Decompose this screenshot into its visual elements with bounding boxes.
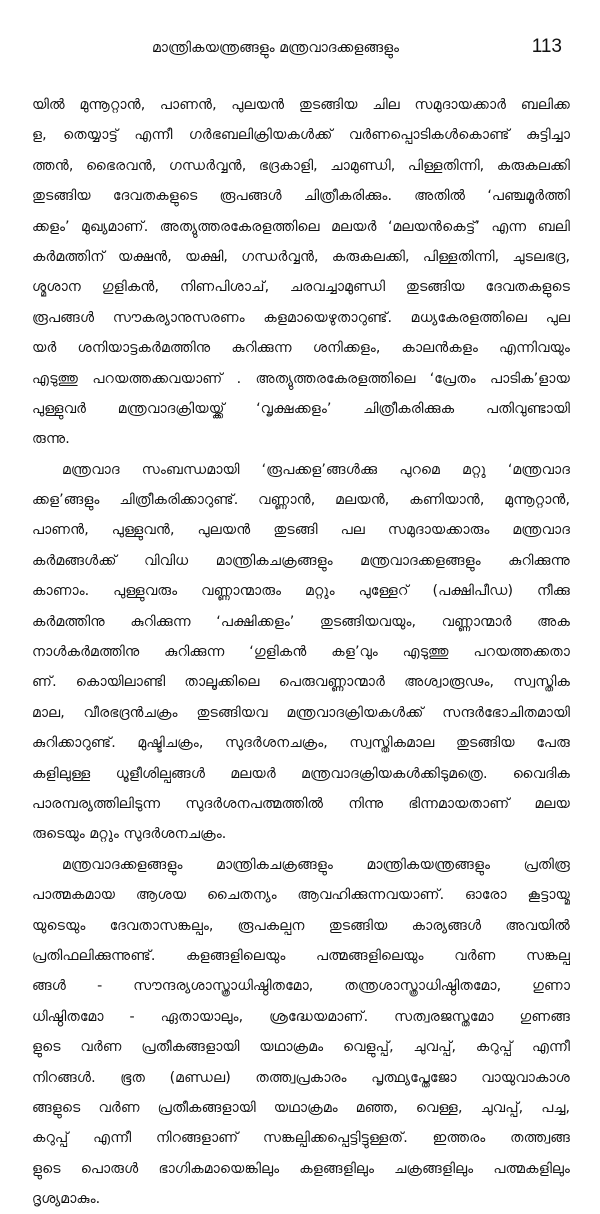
paragraph-1: [32, 90, 570, 455]
paragraph-3: [32, 850, 570, 1214]
text-line: എടുത്തു പറയത്തക്കവയാണ് . അത്യുത്തരകേരളത്തിലെ ‘പ്രേതം പാടിക’ളായ: [32, 370, 570, 387]
text-line: യുടെയും ദേവതാസങ്കല്പം, രൂപകല്പന തുടങ്ങിയ കാര്യങ്ങൾ അവയിൽ: [32, 917, 570, 934]
body-text: [32, 90, 570, 1214]
text-line: മന്ത്രവാദക്കളങ്ങളും മാന്ത്രികചക്രങ്ങളും മാന്ത്രികയന്ത്രങ്ങളും പ്രതിരൂ: [62, 856, 570, 873]
text-line: പുള്ളുവർ മന്ത്രവാദക്രിയയ്ക്ക് ‘വൃക്ഷക്കളം’ ചിത്രീകരിക്കുക പതിവുണ്ടായി: [32, 400, 570, 417]
text-line: പ്രതിഫലിക്കുന്നുണ്ട്. കളങ്ങളിലെയും പത്മങ്ങളിലെയും വർണ സങ്കല്പ: [32, 947, 570, 964]
text-line: കുറിക്കാറുണ്ട്. മുഷ്ടിചക്രം, സുദർശനചക്രം, സ്വസ്തികമാല തുടങ്ങിയ പേരു: [32, 735, 570, 752]
text-line: കളിലുള്ള ധൂളീശില്പങ്ങൾ മലയർ മന്ത്രവാദക്രിയകൾക്കിടുമത്രെ. വൈദിക: [32, 765, 570, 782]
text-line: രൂപങ്ങൾ സൗകര്യാനുസരണം കളമായെഴുതാറുണ്ട്. മധ്യകേരളത്തിലെ പുല: [32, 309, 570, 326]
paragraph-2: [32, 455, 570, 850]
text-line: കർമത്തിനു കുറിക്കുന്ന ‘പക്ഷിക്കളം’ തുടങ്ങിയവയും, വണ്ണാന്മാർ അക: [32, 613, 570, 630]
text-line: ങ്ങളുടെ വർണ പ്രതീകങ്ങളായി യഥാക്രമം മഞ്ഞ, വെള്ള, ചുവപ്പ്, പച്ച,: [32, 1099, 570, 1116]
text-line: മന്ത്രവാദ സംബന്ധമായി ‘രൂപക്കള’ങ്ങൾക്കു പുറമെ മറ്റു ‘മന്ത്രവാദ: [62, 461, 570, 478]
page-number: 113: [531, 36, 562, 57]
text-line: ദൃശ്യമാകും.: [32, 1191, 101, 1208]
text-line: യിൽ മുന്നൂറ്റാൻ, പാണൻ, പുലയൻ തുടങ്ങിയ ചില സമുദായക്കാർ ബലിക്ക: [32, 97, 570, 113]
text-line: നാൾകർമത്തിനു കുറിക്കുന്ന ‘ഗുളികൻ കള’വും എടുത്തു പറയത്തക്കതാ: [32, 644, 570, 661]
text-line: രുന്നു.: [32, 431, 70, 448]
text-line: കാണാം. പുള്ളുവരും വണ്ണാന്മാരും മറ്റും പുള്ളേറ് (പക്ഷിപീഡ) നീക്കു: [32, 583, 570, 600]
running-header: [32, 36, 568, 62]
text-line: ളുടെ പൊരുൾ ഭാഗികമായെങ്കിലും കളങ്ങളിലും ചക്രങ്ങളിലും പത്മകളിലും: [32, 1160, 570, 1177]
text-line: പാരമ്പര്യത്തിലിടുന്ന സുദർശനപത്മത്തിൽ നിന്നു ഭിന്നമായതാണ് മലയ: [32, 795, 570, 812]
text-line: യർ ശനിയാട്ടകർമത്തിനു കുറിക്കുന്ന ശനിക്കളം, കാലൻകളം എന്നിവയും: [32, 340, 570, 357]
text-line: ങ്ങൾ - സൗന്ദര്യശാസ്ത്രാധിഷ്ഠിതമോ, തന്ത്രശാസ്ത്രാധിഷ്ഠിതമോ, ഗുണാ: [32, 978, 570, 995]
text-line: മാല, വീരഭദ്രൻചക്രം തുടങ്ങിയവ മന്ത്രവാദക്രിയകൾക്ക് സന്ദർഭോചിതമായി: [32, 704, 570, 721]
text-line: ണ്. കൊയിലാണ്ടി താലൂക്കിലെ പെരുവണ്ണാന്മാർ അശ്വാരൂഢം, സ്വസ്തിക: [32, 674, 570, 691]
text-line: ശ്മശാന ഗുളികൻ, നിണപിശാച്, ചരവച്ചാമുണ്ഡി തുടങ്ങിയ ദേവതകളുടെ: [32, 279, 570, 296]
text-line: കർമങ്ങൾക്ക് വിവിധ മാന്ത്രികചക്രങ്ങളും മന്ത്രവാദക്കളങ്ങളും കുറിക്കുന്നു: [32, 552, 570, 569]
text-line: രുടെയും മറ്റും സുദർശനചക്രം.: [32, 826, 227, 843]
text-line: പാത്മകമായ ആശയ ചൈതന്യം ആവഹിക്കുന്നവയാണ്. ഓരോ കൂട്ടായ്മ: [32, 887, 570, 904]
text-line: ളുടെ വർണ പ്രതീകങ്ങളായി യഥാക്രമം വെളുപ്പ്, ചുവപ്പ്, കറുപ്പ് എന്നീ: [32, 1039, 570, 1056]
text-line: ക്കളം’ മുഖ്യമാണ്. അത്യുത്തരകേരളത്തിലെ മലയർ ‘മലയൻകെട്ട്’ എന്ന ബലി: [32, 218, 570, 235]
text-line: കറുപ്പ് എന്നീ നിറങ്ങളാണ് സങ്കല്പിക്കപ്പെട്ടിട്ടുള്ളത്. ഇത്തരം തത്ത്വങ്ങ: [32, 1130, 570, 1147]
text-line: ള, തെയ്യാട്ട് എന്നീ ഗർഭബലിക്രിയകൾക്ക് വർണപ്പൊടികൾകൊണ്ട് കുട്ടിച്ചാ: [32, 127, 570, 144]
text-line: ക്കള’ങ്ങളും ചിത്രീകരിക്കാറുണ്ട്. വണ്ണാൻ, മലയൻ, കണിയാൻ, മുന്നൂറ്റാൻ,: [32, 492, 570, 509]
running-title: മാന്ത്രികയന്ത്രങ്ങളും മന്ത്രവാദക്കളങ്ങളും: [152, 40, 400, 56]
text-line: കർമത്തിന് യക്ഷൻ, യക്ഷി, ഗന്ധർവ്വൻ, കരുകലക്കി, പിള്ളതിന്നി, ചുടലഭദ്ര,: [32, 248, 570, 265]
text-line: പാണൻ, പുള്ളുവൻ, പുലയൻ തുടങ്ങി പല സമുദായക്കാരും മന്ത്രവാദ: [32, 522, 570, 539]
text-line: നിറങ്ങൾ. ഭൂത (മണ്ഡല) തത്ത്വപ്രകാരം പൃത്ഥ്യപ്തേജോ വായുവാകാശ: [32, 1069, 570, 1086]
text-line: തുടങ്ങിയ ദേവതകളുടെ രൂപങ്ങൾ ചിത്രീകരിക്കും. അതിൽ ‘പഞ്ചമൂർത്തി: [32, 188, 570, 205]
text-line: ത്തൻ, ഭൈരവൻ, ഗന്ധർവ്വൻ, ഭദ്രകാളി, ചാമുണ്ഡി, പിള്ളതിന്നി, കരുകലക്കി: [32, 157, 570, 174]
text-line: ധിഷ്ഠിതമോ - ഏതായാലും, ശ്രദ്ധേയമാണ്. സത്വരജസ്തമോ ഗുണങ്ങ: [32, 1008, 570, 1025]
